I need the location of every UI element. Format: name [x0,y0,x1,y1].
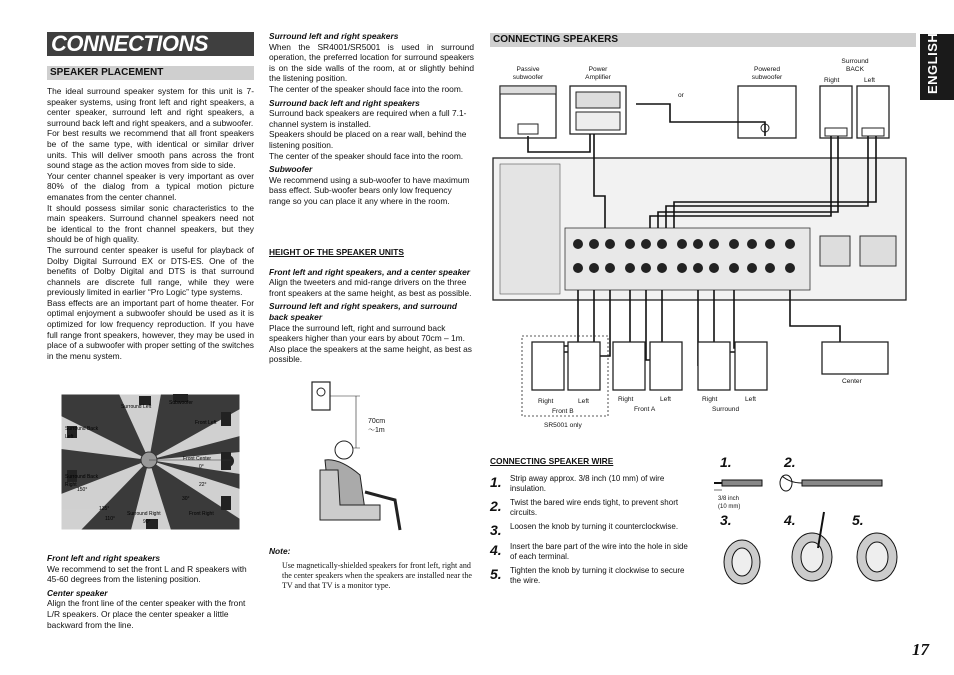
surround-section [269,31,474,207]
step-number: 3. [490,522,502,538]
room-diagram-svg [61,394,240,530]
speaker-placement-heading: SPEAKER PLACEMENT [47,66,254,80]
label-surround-right: Surround Right [127,511,161,517]
room-diagram [61,394,240,530]
note-text: Use magnetically-shielded speakers for front left, right and the center speakers when the speakers are installed near the TV and that TV is a monitor type. [282,560,472,590]
label-front-a: Front A [634,406,656,413]
label-angle-150: 150° [77,487,88,493]
surround-back-heading: Surround back left and right speakers [269,97,420,108]
label-angle-0: 0° [199,464,204,470]
figure-label-3: 3. [720,512,732,528]
wire-steps [490,474,696,590]
label-front-b-left: Left [578,398,589,405]
surround-lr-text: The center of the speaker should face into the room. [269,83,464,94]
step-text: Insert the bare part of the wire into the hole in side of each terminal. [510,542,688,561]
page-title: CONNECTIONS [47,32,254,56]
step-text: Strip away approx. 3/8 inch (10 mm) of wire insulation. [510,474,665,493]
height-surround-text: Place the surround left, right and surround back speakers higher than your ears by about 70cm – 1m. Also place the speakers at the same height, as best as possible. [269,322,472,365]
height-surround-heading: Surround left and right speakers, and surround back speaker [269,301,457,322]
intro-paragraph: For best results we recommend that all front speakers be of the same type, with identical or similar driver units. This will deliver smooth pans across the front sound stage as the action moves from side to side. [47,128,254,171]
page-number: 17 [912,640,929,659]
note-section [269,546,474,591]
label-surround-back-left: Surround Back Left [65,426,99,440]
wire-heading: CONNECTING SPEAKER WIRE [490,456,614,466]
front-lr-text: We recommend to set the front L and R speakers with 45-60 degrees from the listening position. [47,563,247,585]
language-tab-label: ENGLISH [925,32,940,94]
height-front-text: Align the tweeters and mid-range drivers on the three front speakers at the same height, as best as possible. [269,277,472,298]
intro-paragraph: Bass effects are an important part of home theater. For optimal enjoyment a subwoofer should be used as it is optimized for low frequency reproduction. If you have full range front speakers, however, they may be used in place of a subwoofer with proper setting of the switches in the menu system. [47,297,254,361]
label-angle-30: 30° [182,496,190,502]
strip-dimension-label: 3/8 inch (10 mm) [718,496,741,510]
height-illustration [300,380,420,540]
label-surround-right: Right [702,396,718,403]
label-front-left: Front Left [195,420,217,426]
speaker-placement-intro [47,86,254,361]
intro-paragraph: It should possess similar sonic characteristics to the main speakers. Surround channel speakers need not be identical to the front channel speakers, but they should be of high quality. [47,202,254,245]
surround-lr-text: When the SR4001/SR5001 is used in surround operation, the preferred location for surround speakers is on the side walls of the room, at or slightly behind the listening position. [269,41,474,84]
intro-paragraph: The surround center speaker is useful for playback of Dolby Digital Surround EX or DTS-ES. One of the benefits of Dolby Digital and DTS is that surround channels are discrete full range, while they were previously limited in earlier “Pro Logic” type systems. [47,244,254,298]
center-text: Align the front line of the center speaker with the front L/R speakers. Or place the center speaker a little backward from the line. [47,598,246,630]
center-heading: Center speaker [47,587,108,598]
surround-back-text: The center of the speaker should face into the room. [269,150,464,161]
height-illustration-svg [300,380,420,540]
surround-back-text: Surround back speakers are required when a full 7.1-channel system is installed. [269,108,467,129]
label-back-left: Left [864,77,875,84]
wiring-diagram [490,56,916,436]
label-front-a-right: Right [618,396,634,403]
front-lr-section [47,553,254,630]
language-tab [920,34,954,100]
label-surround-left: Surround Left [121,404,152,410]
front-lr-heading: Front left and right speakers [47,553,161,563]
step-text: Tighten the knob by turning it clockwise to secure the wire. [510,566,685,585]
label-subwoofer: Subwoofer [169,400,193,406]
figure-label-2: 2. [784,454,796,470]
label-front-right: Front Right [189,511,214,517]
step-number: 1. [490,474,502,490]
subwoofer-heading: Subwoofer [269,164,313,175]
wire-step [490,566,696,586]
wire-figures [712,452,912,592]
label-front-b-right: Right [538,398,554,405]
label-power-amplifier: Power Amplifier [585,66,611,81]
wire-step [490,474,696,494]
label-surround: Surround [712,406,740,413]
wire-step [490,522,696,538]
figure-label-1: 1. [720,454,732,470]
label-front-center: Front Center [183,456,212,462]
step-number: 4. [490,542,502,558]
label-surround-left: Left [745,396,756,403]
label-front-b: Front B [552,408,574,415]
surround-lr-heading: Surround left and right speakers [269,31,399,41]
subwoofer-text: We recommend using a sub-woofer to have maximum bass effect. Sub-woofer bears only low frequency range so you can place it any where in the room. [269,174,470,206]
height-section [269,247,474,365]
wire-step [490,542,696,562]
label-angle-22: 22° [199,482,207,488]
label-or: or [678,92,684,99]
surround-back-text: Speakers should be placed on a rear wall, behind the listening position. [269,129,467,150]
label-surround-back: Surround BACK [841,58,869,73]
connecting-speakers-heading: CONNECTING SPEAKERS [490,33,916,47]
label-passive-subwoofer: Passive subwoofer [512,66,544,81]
step-text: Twist the bared wire ends tight, to prevent short circuits. [510,498,679,517]
wire-step [490,498,696,518]
label-powered-subwoofer: Powered subwoofer [751,66,783,81]
step-number: 5. [490,566,502,582]
intro-paragraph: Your center channel speaker is very important as over 80% of the dialog from a typical motion picture emanates from the center channel. [47,170,254,202]
figure-label-5: 5. [852,512,864,528]
label-angle-110: 110° [105,516,115,522]
label-angle-135: 135° [99,506,110,512]
height-dimension-label: 70cm ～1m [368,418,386,434]
intro-paragraph: The ideal surround speaker system for this unit is 7-speaker systems, using front left and right speakers, a center speaker, surround left and right speakers, a surround back left and right speakers, and a subwoofer. [47,86,254,128]
step-number: 2. [490,498,502,514]
wire-figures-svg [712,452,912,592]
label-sr5001-only: SR5001 only [544,422,582,429]
label-back-right: Right [824,77,840,84]
label-center: Center [842,378,862,385]
label-angle-90: 90° [143,519,151,525]
height-front-heading: Front left and right speakers, and a center speaker [269,266,471,277]
label-surround-back-right: Surround Back Right [65,474,99,488]
label-front-a-left: Left [660,396,671,403]
note-heading: Note: [269,546,291,556]
step-text: Loosen the knob by turning it counterclockwise. [510,522,679,531]
figure-label-4: 4. [784,512,796,528]
height-heading: HEIGHT OF THE SPEAKER UNITS [269,247,404,257]
